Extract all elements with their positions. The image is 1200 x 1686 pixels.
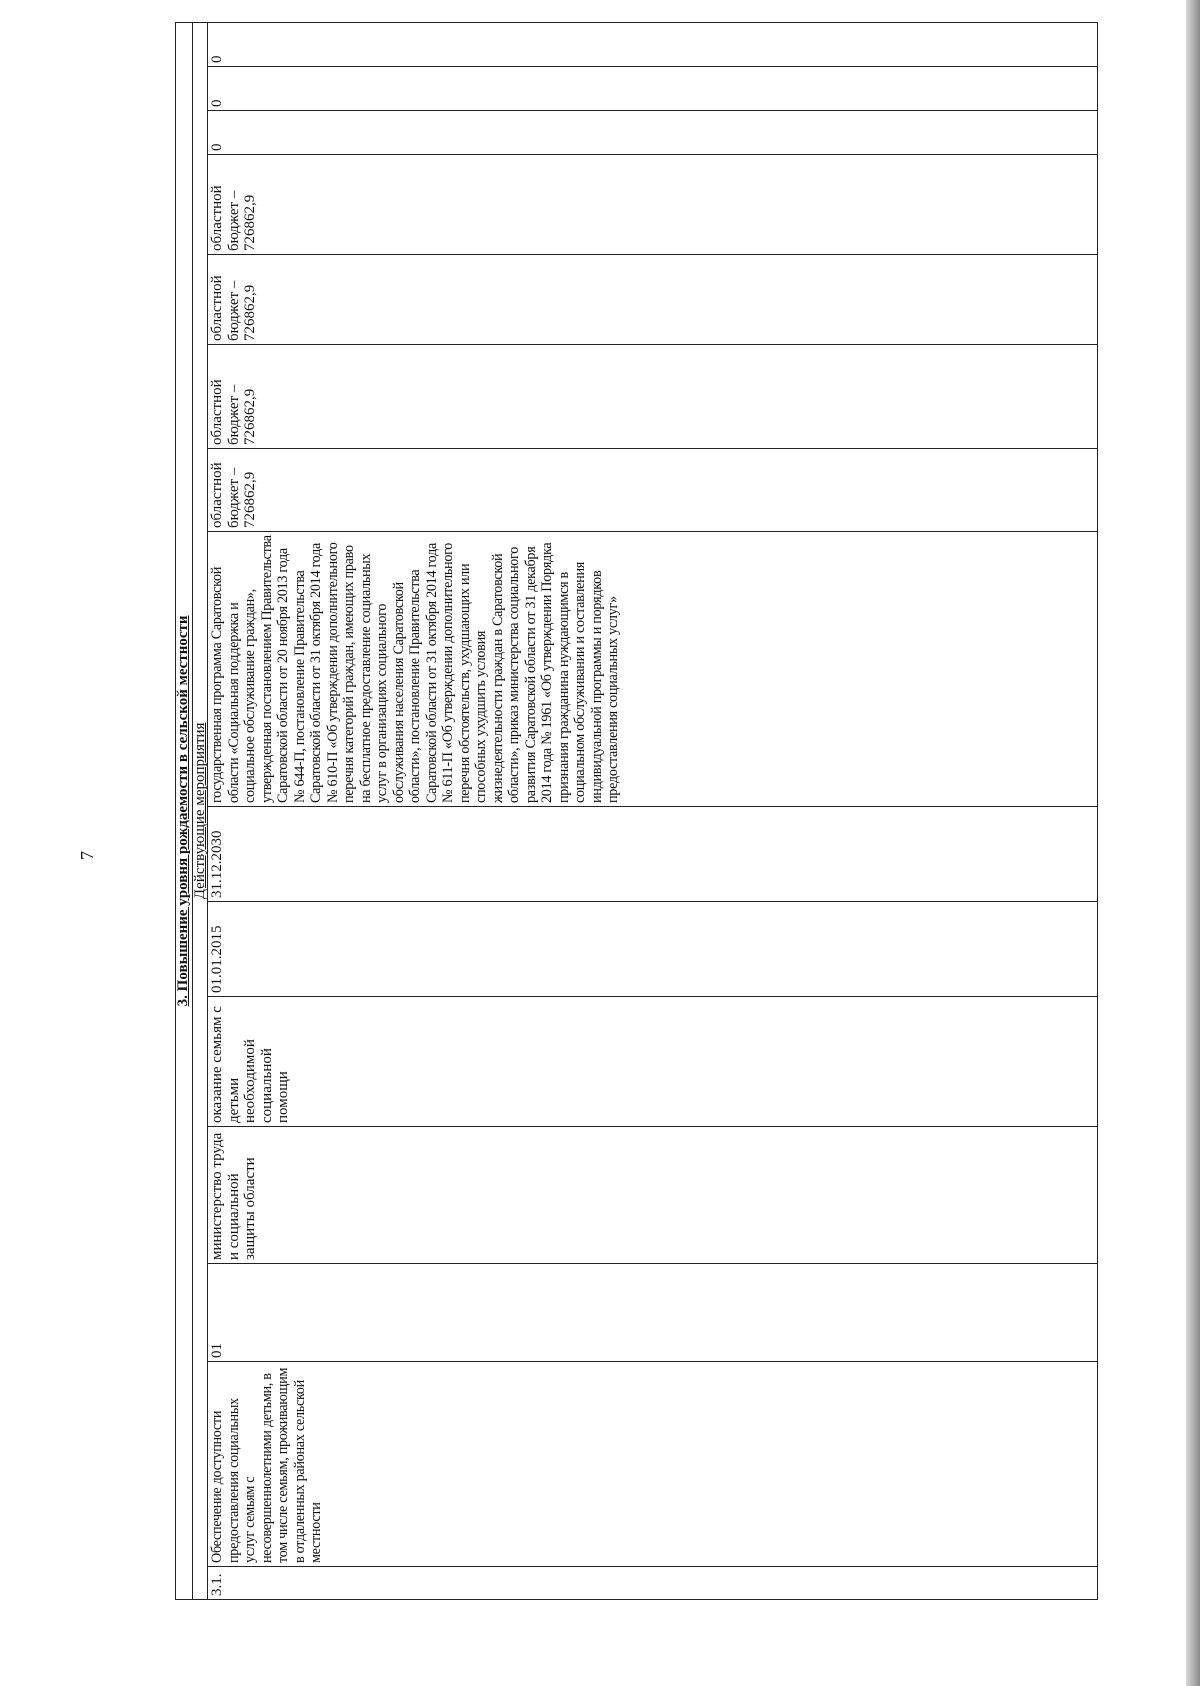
table-row [208, 22, 1098, 1599]
start-date: 01.01.2015 [208, 902, 1098, 997]
row-index: 3.1. [208, 1567, 1098, 1600]
page-number: 7 [77, 851, 97, 860]
funding-cell: областной бюджет – 726862,9 [208, 155, 1098, 255]
end-date: 31.12.2030 [208, 807, 1098, 902]
measure-goal: оказание семьям с детьми необходимой социальной помощи [208, 997, 1098, 1127]
executor: министерство труда и социальной защиты области [208, 1127, 1098, 1264]
funding-cell: областной бюджет – 726862,9 [208, 345, 1098, 449]
measures-table [175, 22, 1098, 1600]
measure-name: Обеспечение доступности предоставления социальных услуг семьям с несовершеннолетними детьми, в том числе семьям, проживающим в отдаленных районах сельской местности [208, 1362, 1098, 1567]
page-edge-shadow [1186, 0, 1200, 1686]
section-title: 3. Повышение уровня рождаемости в сельской местности [176, 22, 193, 1599]
funding-cell: областной бюджет – 726862,9 [208, 255, 1098, 345]
measure-code: 01 [208, 1264, 1098, 1362]
section-subtitle: Действующие мероприятия [193, 22, 208, 1599]
funding-cell: областной бюджет – 726862,9 [208, 449, 1098, 532]
legal-basis: государственная программа Саратовской области «Социальная поддержка и социальное обслуживание граждан», утвержденная постановлением Правительства Саратовской области от 20 ноября 2013 года № 644-П, постановление Правительства Саратовской области от 31 октября 2014 года № 610-П «Об утверждении дополнительного перечня категорий граждан, имеющих право на бесплатное предоставление социальных услуг в организациях социального обслуживания населения Саратовской области», постановление Правительства Саратовской области от 31 октября 2014 года № 611-П «Об утверждении дополнительного перечня обстоятельств, ухудшающих или способных ухудшить условия жизнедеятельности граждан в Саратовской области», приказ министерства социального развития Саратовской области от 31 декабря 2014 года № 1961 «Об утверждении Порядка признания гражданина нуждающимся в социальном обслуживании и составления индивидуальной программы и порядков предоставления социальных услуг» [208, 532, 1098, 807]
measures-table-rotated [175, 55, 1098, 1600]
indicator-cell: 0 [208, 111, 1098, 155]
indicator-cell: 0 [208, 67, 1098, 111]
indicator-cell: 0 [208, 22, 1098, 66]
